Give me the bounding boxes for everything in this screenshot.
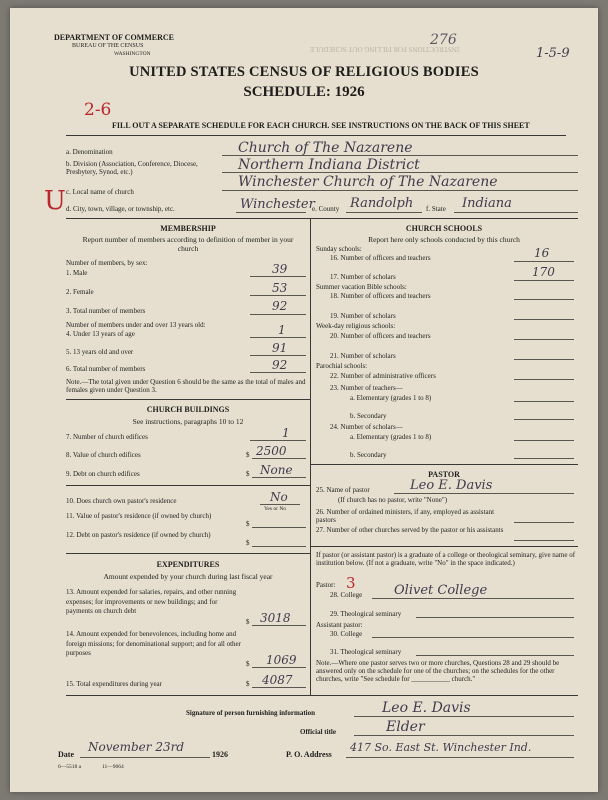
city-town-label: d. City, town, village, or township, etc. [66,205,175,213]
divider [66,135,566,136]
signature-value: Leo E. Davis [382,700,471,716]
membership-note: Note.—The total given under Question 6 should be the same as the total of males and females given under Question 3. [66,378,306,394]
q21-line [514,359,574,360]
q8-dollar: $ [246,451,250,459]
state-label: f. State [426,205,446,213]
q24b-label: b. Secondary [350,451,387,459]
q10-value: No [270,490,288,504]
q15-line [252,687,306,688]
q31-label: 31. Theological seminary [330,648,402,656]
q22-label: 22. Number of administrative officers [330,372,436,380]
local-name-line [222,190,578,191]
weekday-schools-label: Week-day religious schools: [316,322,396,330]
q4-value: 1 [278,323,286,337]
address-value: 417 So. East St. Winchester Ind. [350,741,532,754]
schedule-title: SCHEDULE: 1926 [243,84,365,100]
q26-label: 26. Number of ordained ministers, if any, employed as assistant pastors [316,508,495,524]
q23a-line [514,401,574,402]
red-batch-mark: 2-6 [84,100,112,120]
divider [66,399,310,400]
date-value: November 23rd [88,740,185,754]
print-number: 11—9064 [102,764,124,770]
q1-line [250,276,306,277]
divider [66,485,310,486]
q23b-line [514,419,574,420]
q25-label: 25. Name of pastor [316,486,370,494]
divider [66,695,578,696]
q27-line [514,540,574,541]
q14-line [252,667,306,668]
q3-label: 3. Total number of members [66,307,146,315]
q27-label: 27. Number of other churches served by the pastor or his assistants [316,526,504,534]
form-title: UNITED STATES CENSUS OF RELIGIOUS BODIES [129,64,479,80]
q31-line [416,655,574,656]
members-by-age-label: Number of members under and over 13 years old: [66,321,206,329]
q1-value: 39 [272,262,288,276]
divider [310,546,578,547]
q21-label: 21. Number of scholars [330,352,396,360]
q9-line [252,477,306,478]
q25-value: Leo E. Davis [410,478,493,493]
q8-label: 8. Value of church edifices [66,451,141,459]
date-line [80,757,210,758]
q25-line [394,493,574,494]
red-letter-mark: U [44,186,66,216]
local-name-label: c. Local name of church [66,188,134,196]
department-label: DEPARTMENT OF COMMERCE [54,33,175,42]
sunday-schools-label: Sunday schools: [316,245,362,253]
q13-label: 13. Amount expended for salaries, repairs, and other running expenses; for improvements or new buildings; and for payments on church debt [66,588,237,615]
q16-label: 16. Number of officers and teachers [330,254,431,262]
q24a-line [514,440,574,441]
q14-value: 1069 [266,653,297,667]
buildings-heading: CHURCH BUILDINGS [146,405,230,414]
q4-line [250,337,306,338]
pastor-note: Note.—Where one pastor serves two or more churches, Questions 28 and 29 should be answered only on the schedule for one of the churches; on the schedules for the other churches, write "See schedule for ___________ church." [316,659,560,683]
census-schedule-sheet [10,8,598,792]
address-line [346,757,574,758]
q5-line [250,355,306,356]
q28-value: Olivet College [394,583,488,598]
local-name-value: Winchester Church of The Nazarene [238,174,498,190]
q25-note: (If church has no pastor, write "None") [338,496,448,504]
state-value: Indiana [462,196,512,211]
membership-heading: MEMBERSHIP [160,224,216,233]
q11-label: 11. Value of pastor's residence (if owned by church) [66,512,212,520]
membership-intro: Report number of members according to definition of member in your church [82,235,294,253]
q23a-label: a. Elementary (grades 1 to 8) [350,394,432,402]
schools-heading: CHURCH SCHOOLS [405,224,483,233]
expenditures-heading: EXPENDITURES [156,560,220,569]
division-value: Northern Indiana District [238,157,420,173]
q14-label: 14. Amount expended for benevolences, including home and foreign missions; for denominational support; and for all other purposes [66,630,241,657]
q6-value: 92 [272,358,288,372]
q10-label: 10. Does church own pastor's residence [66,497,177,505]
q8-value: 2500 [256,444,287,458]
signature-line [354,716,574,717]
q4-label: 4. Under 13 years of age [66,330,135,338]
q18-label: 18. Number of officers and teachers [330,292,431,300]
state-line [454,212,578,213]
q7-value: 1 [282,426,290,440]
members-by-sex-label: Number of members, by sex: [66,259,148,267]
assistant-pastor-label: Assistant pastor: [316,621,363,629]
red-number-mark: 3 [346,574,356,592]
q2-label: 2. Female [66,288,94,296]
corner-note: 1-5-9 [536,46,570,61]
q20-label: 20. Number of officers and teachers [330,332,431,340]
expenditures-sub: Amount expended by your church during last fiscal year [103,572,273,581]
q29-label: 29. Theological seminary [330,610,402,618]
denomination-value: Church of The Nazarene [238,140,413,156]
pastor-sub-label: Pastor: [316,581,336,589]
q15-label: 15. Total expenditures during year [66,680,162,688]
q9-value: None [260,463,293,477]
official-title-line [354,735,574,736]
q9-dollar: $ [246,470,250,478]
q3-value: 92 [272,299,288,313]
q15-dollar: $ [246,680,250,688]
q22-line [514,379,574,380]
q16-value: 16 [534,246,550,260]
bureau-label: BUREAU OF THE CENSUS [72,43,144,49]
q1-label: 1. Male [66,269,88,277]
q14-dollar: $ [246,660,250,668]
stamp-number: 276 [430,32,457,48]
q18-line [514,299,574,300]
q26-line [514,522,574,523]
q24b-line [514,458,574,459]
column-divider [310,218,311,695]
denomination-label: a. Denomination [66,148,113,156]
q30-line [372,637,574,638]
address-label: P. O. Address [286,750,332,759]
q2-value: 53 [272,281,288,295]
q23b-label: b. Secondary [350,412,387,420]
year-label: 1926 [212,750,228,759]
q28-line [372,598,574,599]
q12-label: 12. Debt on pastor's residence (if owned by church) [66,531,211,539]
q16-line [514,261,574,262]
city-line [236,212,306,213]
q11-dollar: $ [246,520,250,528]
q28-label: 28. College [330,591,363,599]
signature-label: Signature of person furnishing information [186,709,315,717]
divider [66,553,310,554]
q29-line [416,617,574,618]
official-title-label: Official title [300,728,336,736]
q24-label: 24. Number of scholars— [330,423,403,431]
q12-line [252,546,306,547]
q19-line [514,319,574,320]
graduate-instruction: If pastor (or assistant pastor) is a graduate of a college or theological seminary, give name of institution below. (If not a graduate, write "No" in the space indicated.) [316,551,576,567]
q5-label: 5. 13 years old and over [66,348,134,356]
divider [310,464,578,465]
city-label: WASHINGTON [114,51,151,57]
schools-intro: Report here only schools conducted by this church [368,235,520,244]
yes-no-hint: Yes or No [264,506,287,512]
q30-label: 30. College [330,630,363,638]
q8-line [252,458,306,459]
summer-schools-label: Summer vacation Bible schools: [316,283,407,291]
q6-label: 6. Total number of members [66,365,146,373]
q7-line [250,440,306,441]
buildings-sub: See instructions, paragraphs 10 to 12 [132,417,244,426]
county-label: e. County [312,205,340,213]
parochial-schools-label: Parochial schools: [316,362,368,370]
faint-bleed-through-text: INSTRUCTIONS FOR FILLING OUT SCHEDULE [310,45,460,53]
q9-label: 9. Debt on church edifices [66,470,140,478]
q15-value: 4087 [262,673,293,687]
q6-line [250,372,306,373]
q12-dollar: $ [246,539,250,547]
county-line [346,212,422,213]
form-instruction: FILL OUT A SEPARATE SCHEDULE FOR EACH CHURCH. SEE INSTRUCTIONS ON THE BACK OF THIS SHEET [112,121,530,130]
q17-label: 17. Number of scholars [330,273,396,281]
official-title-value: Elder [386,719,425,735]
county-value: Randolph [350,196,414,211]
city-value: Winchester [240,197,315,212]
q24a-label: a. Elementary (grades 1 to 8) [350,433,432,441]
form-number: 6—5518 a [58,764,82,770]
divider [66,218,578,219]
q17-line [514,280,574,281]
q11-line [252,527,306,528]
q7-label: 7. Number of church edifices [66,433,148,441]
q17-value: 170 [532,265,555,279]
date-label: Date [58,750,74,759]
q13-value: 3018 [260,611,291,625]
q20-line [514,339,574,340]
q13-dollar: $ [246,618,250,626]
q19-label: 19. Number of scholars [330,312,396,320]
q3-line [250,314,306,315]
q2-line [250,295,306,296]
division-label: b. Division (Association, Conference, Diocese, Presbytery, Synod, etc.) [66,160,198,176]
q5-value: 91 [272,341,288,355]
pastor-heading: PASTOR [428,470,460,479]
q23-label: 23. Number of teachers— [330,384,403,392]
q13-line [252,625,306,626]
